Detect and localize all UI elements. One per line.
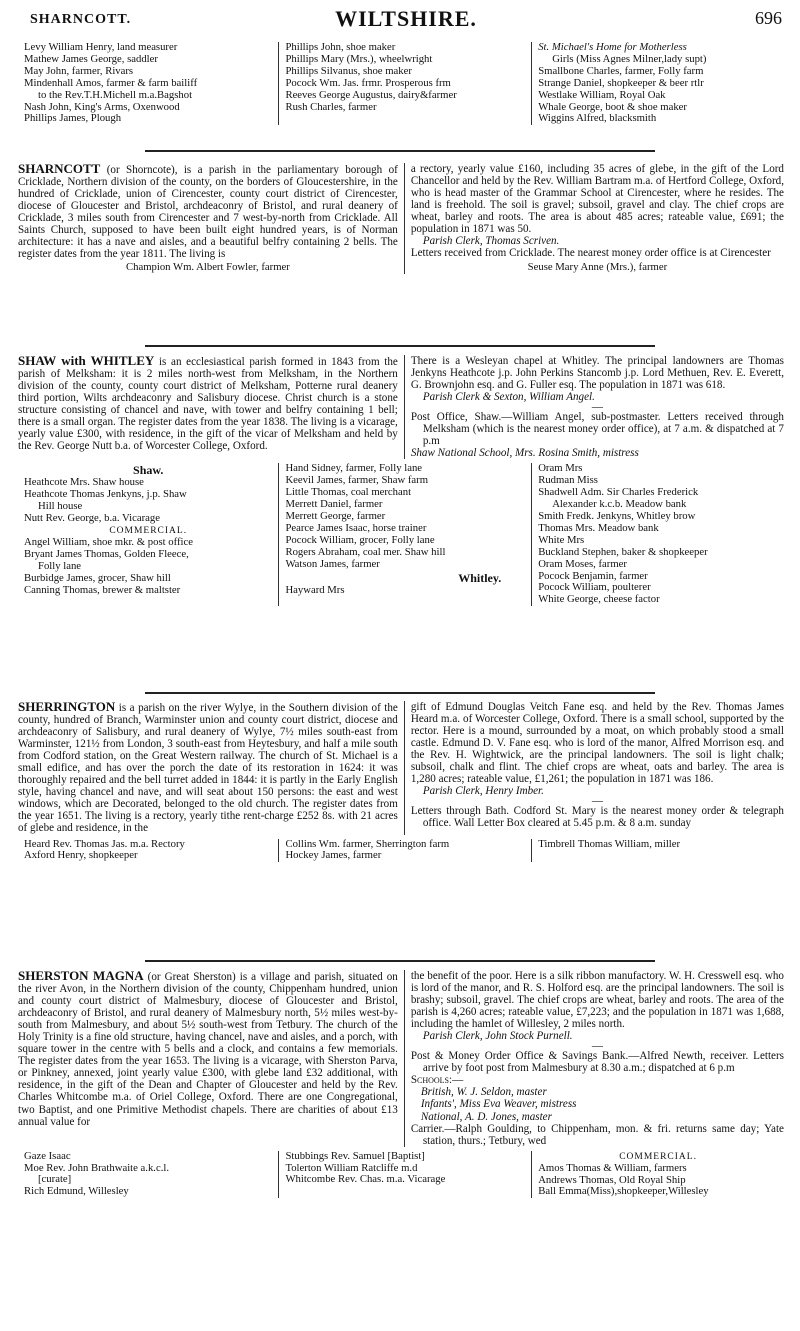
divider: — [591,401,603,414]
sherrington-directory [18,839,784,863]
shaw-directory-col-1 [18,463,278,606]
directory-entry: Pearce James Isaac, horse trainer [285,522,427,534]
directory-entry: Whale George, boot & shoe maker [538,101,687,113]
school-entry: Infants', Miss Eva Weaver, mistress [420,1098,577,1111]
sherrington-directory-col-3 [531,839,784,863]
directory-entry: Burbidge James, grocer, Shaw hill [24,572,171,584]
directory-entry: Nutt Rev. George, b.a. Vicarage [24,513,160,525]
section-shaw [18,355,784,606]
parish-heading: SHERRINGTON [18,699,116,714]
directory-entry: Phillips Mary (Mrs.), wheelwright [285,53,433,65]
directory-entry: Champion Wm. Albert Fowler, farmer [18,260,405,274]
parish-clerk: Parish Clerk, John Stock Purnell. [422,1030,573,1043]
schools-heading: Schools:— [410,1074,464,1087]
divider: — [591,1040,603,1053]
sherston-directory-col-1 [18,1151,278,1199]
running-head-county: WILTSHIRE. [335,6,477,31]
directory-entry: Smallbone Charles, farmer, Folly farm [538,65,704,77]
directory-entry: White Mrs [538,534,585,546]
locality-heading: Shaw. [133,463,164,478]
directory-entry: Buckland Stephen, baker & shopkeeper [538,546,708,558]
directory-entry: Watson James, farmer [285,558,380,570]
directory-entry: Pocock William, poulterer [538,582,651,594]
directory-entry: Girls (Miss Agnes Milner,lady supt) [552,53,707,65]
post-office-note: Post & Money Order Office & Savings Bank.—Alfred Newth, receiver. Letters arrive by foot post from Malmesbury at 8.30 a.m.; dispatched at 6 p.m [410,1050,784,1075]
directory-entry: Hayward Mrs [285,584,345,596]
sherrington-description-right [405,701,784,835]
directory-entry: Oram Mrs [538,463,583,475]
directory-entry: Hand Sidney, farmer, Folly lane [285,463,423,475]
directory-entry: Phillips John, shoe maker [285,42,396,53]
directory-entry: Andrews Thomas, Old Royal Ship [538,1174,686,1186]
directory-entry: White George, cheese factor [538,594,660,606]
paragraph-text: (or Great Sherston) is a village and parish, situated on the river Avon, in the Northern division of the county, Chippenham hundred, union and county court district of Malmesbury, diocese of Gloucester and Bristol, archdeaconry of Bristol, and rural deanery of Malmesbury north, 5½ miles west-by-south from Malmesbury, and about 5½ south-west from Tetbury. The church of the Holy Trinity is a fine old structure, having chancel, nave and aisles, and a porch, with square tower in the centre with 5 bells and a clock, and contains a few memorials. The register dates from the year 1653. The living is a vicarage, with Sherston Parva, or Pinkney, annexed, joint yearly value £300, with glebe land £32 additional, with residence, in the gift of the Dean and Chapter of Gloucester and held by the Rev. Charles Whitcombe m.a. of Oriel College, Oxford. There are one Congregational, two Baptist, and one Primitive Methodist chapels. There are charities of about £13 annual value for [18,971,398,1128]
directory-entry: Heard Rev. Thomas Jas. m.a. Rectory [24,838,185,850]
top-directory-col-1 [18,42,278,125]
directory-entry: Keevil James, farmer, Shaw farm [285,475,429,487]
locality-heading: Whitley. [458,570,502,585]
directory-entry: Phillips James, Plough [24,113,122,125]
directory-entry: Seuse Mary Anne (Mrs.), farmer [527,261,668,274]
paragraph-text: is an ecclesiastical parish formed in 1843 from the parish of Melksham: it is 2 miles north-west from Melksham, in the Northern division of the county, county court district of Melksham, Potterne rural deanery third portion, Wilts archdeaconry and Salisbury diocese. Christ church is a stone structure consisting of chancel and nave, with tower and belfry containing 1 bell; there is a small organ. The register dates from the year 1838. The living is a vicarage, yearly value £300, with residence, in the gift of the vicar of Melksham and held by the Rev. George Nutt b.a. of Worcester College, Oxford. [18,356,398,453]
directory-entry: Hill house [38,501,83,513]
parish-heading: SHARNCOTT [18,161,101,176]
shaw-description-right [405,355,784,459]
directory-entry: Rush Charles, farmer [285,101,377,113]
page-number: 696 [755,8,782,28]
directory-entry: Nash John, King's Arms, Oxenwood [24,101,180,113]
directory-entry: Whitcombe Rev. Chas. m.a. Vicarage [285,1174,446,1186]
directory-entry: Oram Moses, farmer [538,558,627,570]
commercial-heading: COMMERCIAL. [619,1151,697,1162]
directory-entry: Phillips Silvanus, shoe maker [285,65,412,77]
directory-entry: Rich Edmund, Willesley [24,1186,129,1198]
sherston-description-left [18,970,405,1147]
parish-clerk: Parish Clerk & Sexton, William Angel. [422,391,595,404]
directory-entry: Heathcote Thomas Jenkyns, j.p. Shaw [24,489,187,501]
top-directory-col-2 [278,42,531,125]
directory-entry: Mindenhall Amos, farmer & farm bailiff [24,77,198,89]
shaw-directory-col-3 [531,463,784,606]
sherston-directory [18,1151,784,1199]
paragraph-text: is a parish on the river Wylye, in the Southern division of the county, hundred of Branch, Warminster union and county court district, diocese and archdeaconry of Salisbury, and rural deanery of Wylye, 7½ miles south-east from Warminster, 121½ from London, 3 south-east from Heytesbury, and half a mile south from Codford station, on the Great Western railway. The church of St. Michael is a small edifice, and has over the porch the date of its restoration in 1624: it was thoroughly repaired and the bell turret added in 1844: it is partly in the Early English style, having chancel and nave, and will seat about 150 persons: the east and west windows, which are Decorated, belonged to the old church. The register dates from the year 1651. The living is a rectory, yearly tithe rent-charge £252 8s. with 21 acres of glebe and residence, in the [18,702,398,835]
sherston-description-right [405,970,784,1147]
directory-entry: Moe Rev. John Brathwaite a.k.c.l. [24,1162,170,1174]
directory-entry: Merrett George, farmer [285,511,386,522]
top-directory [18,42,784,125]
directory-entry: Smith Fredk. Jenkyns, Whitley brow [538,511,696,522]
section-rule [145,345,655,347]
shaw-description-left [18,355,405,459]
paragraph-text: the benefit of the poor. Here is a silk ribbon manufactory. W. H. Cresswell esq. who is lord of the manor, and R. S. Holford esq. are the principal landowners. The soil is brashy; subsoil, gravel. The chief crops are wheat, barley and roots. The area of the parish is 4,260 acres; rateable value, £7,223; and the population in 1871 was 1,688, including the hamlet of Willesley, 2 miles north. [410,970,784,1031]
directory-entry: Little Thomas, coal merchant [285,487,412,499]
sherrington-description-left [18,701,405,835]
paragraph-text: gift of Edmund Douglas Veitch Fane esq. and held by the Rev. Thomas James Heard m.a. of Worcester College, Oxford. There is a small school, supported by the rector. Here is a mound, surrounded by a moat, on which probably stood a small castle. Edmund D. V. Fane esq. who is lord of the manor, Alfred Morrison esq. and the Rev. H. Wightwick, are the principal landowners. The soil is light chalk; subsoil, chalk and flint. The chief crops are wheat, oats and barley. The area is 1,280 acres; rateable value, £1,261; the population in 1871 was 186. [410,701,784,786]
directory-entry: Gaze Isaac [24,1150,71,1162]
directory-entry: Shadwell Adm. Sir Charles Frederick [538,487,699,499]
directory-entry: Hockey James, farmer [285,850,382,862]
school-entry: National, A. D. Jones, master [420,1110,552,1123]
directory-entry: Folly lane [38,560,82,572]
directory-entry: Canning Thomas, brewer & maltster [24,584,181,596]
directory-entry: Levy William Henry, land measurer [24,42,178,53]
directory-entry: Thomas Mrs. Meadow bank [538,522,659,534]
directory-entry: Westlake William, Royal Oak [538,89,666,101]
school-note: Shaw National School, Mrs. Rosina Smith, mistress [410,447,639,460]
directory-entry: Strange Daniel, shopkeeper & beer rtlr [538,77,704,89]
directory-entry: Pocock Benjamin, farmer [538,570,648,582]
paragraph-text: There is a Wesleyan chapel at Whitley. The principal landowners are Thomas Jenkyns Heathcote j.p. John Perkins Stancomb j.p. Lord Methuen, Rev. E. Everett, G. Brownjohn esq. and G. Fuller esq. The population in 1871 was 618. [410,355,784,392]
paragraph-text: a rectory, yearly value £160, including 35 acres of glebe, in the gift of the Lord Chancellor and held by the Rev. William Bartram m.a. of Hertford College, Oxford, who is head master of the Grammar School at Cirencester, where he resides. The land is freehold. The soil is gravel; subsoil, gravel and clay. The chief crops are wheat, barley and roots. The area is about 485 acres; rateable value, £691; the population in 1871 was 50. [410,163,784,236]
directory-entry: Heathcote Mrs. Shaw house [24,477,144,489]
directory-entry: Rogers Abraham, coal mer. Shaw hill [285,546,446,558]
directory-entry: Alexander k.c.b. Meadow bank [552,499,687,511]
commercial-heading: COMMERCIAL. [109,526,188,536]
directory-entry: Bryant James Thomas, Golden Fleece, [24,548,189,560]
directory-entry: May John, farmer, Rivars [24,65,134,77]
letters-note: Letters through Bath. Codford St. Mary is the nearest money order & telegraph office. Wall Letter Box cleared at 5.45 p.m. & 8 a.m. sunday [410,805,784,830]
directory-entry: St. Michael's Home for Motherless [538,42,687,53]
directory-entry: Pocock William, grocer, Folly lane [285,534,435,546]
post-office-note: Post Office, Shaw.—William Angel, sub-postmaster. Letters received through Melksham (which is the nearest money order office), at 7 a.m. & dispatched at 7 p.m [410,411,784,448]
directory-entry: Wiggins Alfred, blacksmith [538,113,657,125]
sharncott-description-left [18,163,405,260]
directory-entry: Merrett Daniel, farmer [285,499,383,511]
directory-entry: Pocock Wm. Jas. frmr. Prosperous frm [285,77,451,89]
directory-entry: Amos Thomas & William, farmers [538,1162,687,1174]
sherrington-directory-col-1 [18,839,278,863]
shaw-directory [18,463,784,606]
shaw-directory-col-2 [278,463,531,606]
letters-note: Letters received from Cricklade. The nearest money order office is at Cirencester [410,247,771,260]
sherston-directory-col-2 [278,1151,531,1199]
sharncott-description-right [405,163,784,260]
page-header [30,6,782,32]
parish-heading: SHERSTON MAGNA [18,968,144,983]
section-sherrington [18,701,784,862]
sherston-directory-col-3 [531,1151,784,1199]
parish-clerk: Parish Clerk, Thomas Scriven. [422,235,560,248]
directory-entry: Timbrell Thomas William, miller [538,838,681,850]
directory-entry: Angel William, shoe mkr. & post office [24,537,193,548]
carrier-note: Carrier.—Ralph Goulding, to Chippenham, mon. & fri. returns same day; Yate station, thurs.; Tetbury, wed [410,1122,784,1147]
directory-entry: Axford Henry, shopkeeper [24,850,138,862]
directory-entry: Collins Wm. farmer, Sherrington farm [285,838,450,850]
directory-entry: Mathew James George, saddler [24,53,158,65]
directory-entry: [curate] [38,1174,72,1186]
directory-entry: Reeves George Augustus, dairy&farmer [285,89,457,101]
directory-entry: Ball Emma(Miss),shopkeeper,Willesley [538,1186,709,1198]
sherrington-directory-col-2 [278,839,531,863]
section-rule [145,150,655,152]
section-sharncott [18,163,784,274]
top-directory-col-3 [531,42,784,125]
directory-entry: to the Rev.T.H.Michell m.a.Bagshot [38,89,193,101]
running-head-left: SHARNCOTT. [30,12,132,27]
section-sherston-magna [18,970,784,1198]
directory-entry: Tolerton William Ratcliffe m.d [285,1162,418,1174]
paragraph-text: (or Shorncote), is a parish in the parliamentary borough of Cricklade, Northern division of the county, on the borders of Gloucestershire, in the hundred of Cricklade, union of Cirencester, county court district of Cirencester, diocese of Gloucester and Bristol, archdeaconry of Bristol, and rural deanery of Cricklade, 3 miles south from Cirencester and 7 west-by-north from Cricklade. All Saints Church, supposed to have been built eight hundred years, is of Norman architecture: it has a nave and aisles, and a beautiful belfry containing 2 bells. The register dates from the year 1811. The living is [18,164,398,261]
divider: — [591,795,603,808]
directory-entry: Stubbings Rev. Samuel [Baptist] [285,1150,425,1162]
parish-clerk: Parish Clerk, Henry Imber. [422,785,544,798]
parish-heading: SHAW with WHITLEY [18,353,155,368]
section-rule [145,692,655,694]
section-rule [145,960,655,962]
directory-entry: Rudman Miss [538,475,598,487]
school-entry: British, W. J. Seldon, master [420,1086,547,1099]
